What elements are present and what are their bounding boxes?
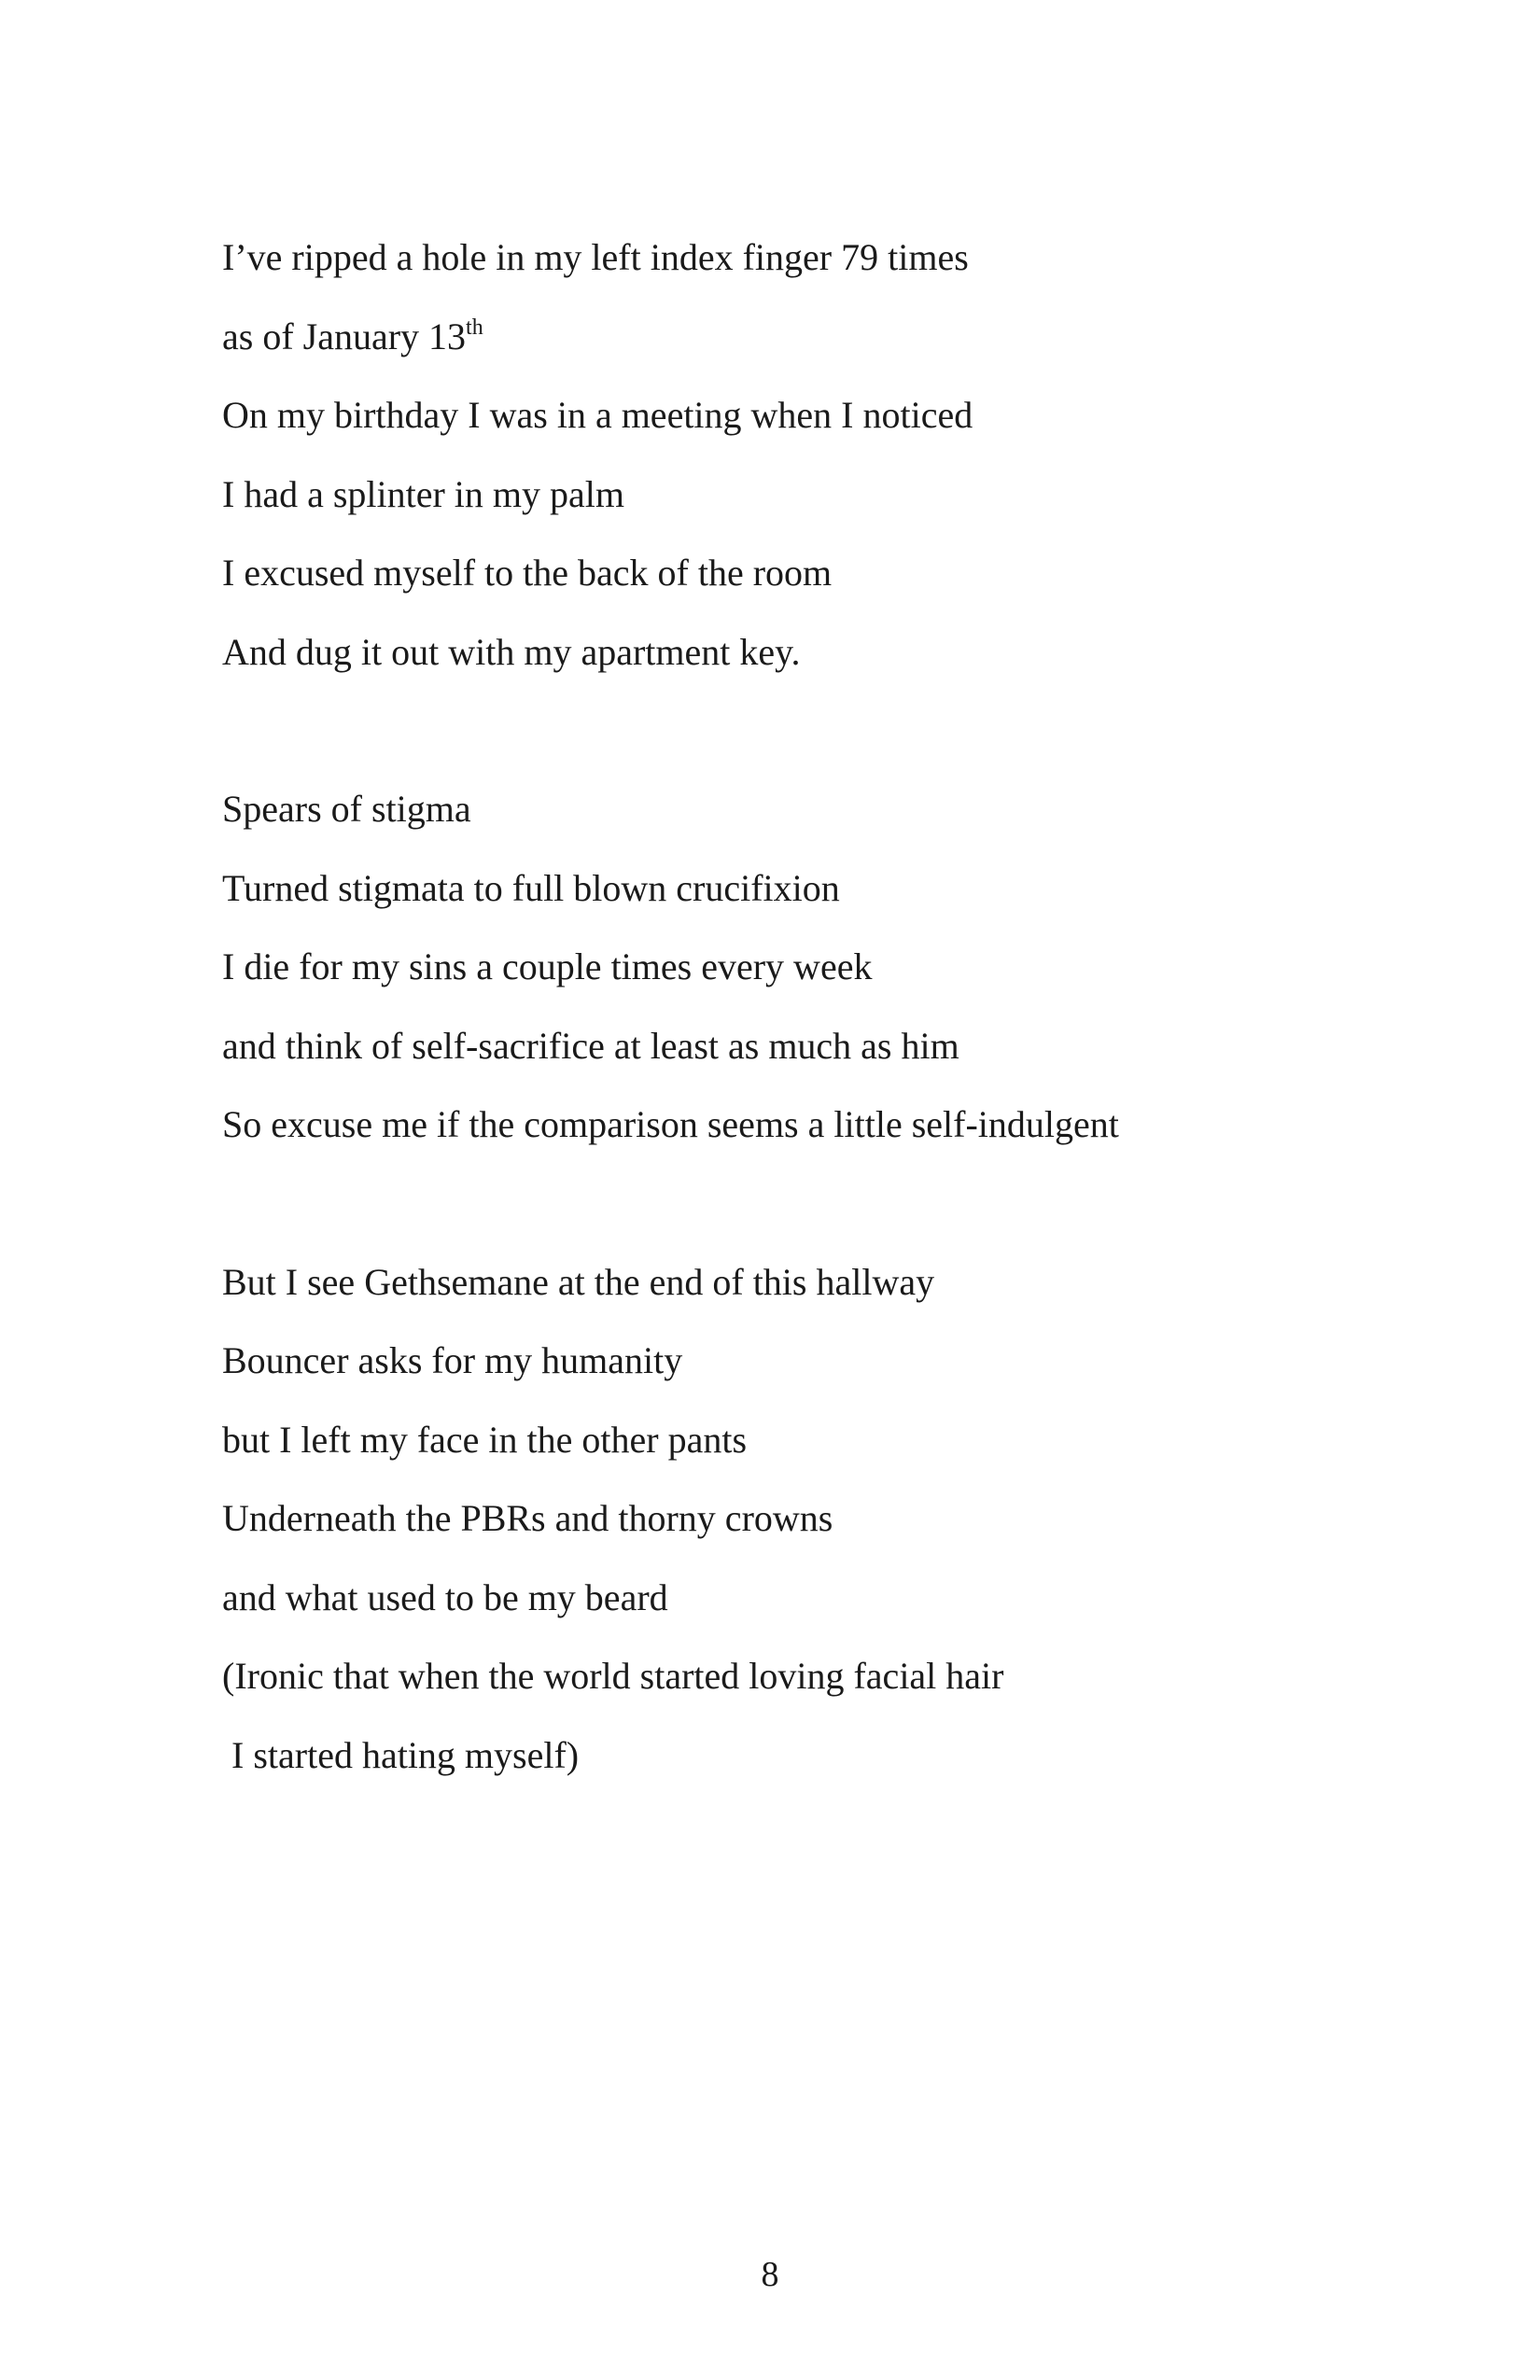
page-number: 8	[761, 2255, 779, 2294]
poem-line: And dug it out with my apartment key.	[222, 630, 801, 673]
poem-line: So excuse me if the comparison seems a little self-indulgent	[222, 1103, 1119, 1145]
ordinal-suffix: th	[466, 315, 483, 340]
poem-line: Spears of stigma	[222, 788, 471, 830]
poem-line	[222, 298, 1342, 377]
poem-line: But I see Gethsemane at the end of this hallway	[222, 1260, 935, 1303]
stanza-1	[222, 218, 1342, 692]
poem-line: and think of self-sacrifice at least as much as him	[222, 1024, 959, 1067]
poem-line: Bouncer asks for my humanity	[222, 1339, 683, 1381]
poem-line: On my birthday I was in a meeting when I noticed	[222, 394, 973, 436]
poem-line: Underneath the PBRs and thorny crowns	[222, 1497, 833, 1539]
poem-line: and what used to be my beard	[222, 1575, 668, 1618]
poem-line: but I left my face in the other pants	[222, 1418, 748, 1461]
poem-body	[222, 218, 1342, 1873]
poem-line-text: as of January 13	[222, 315, 467, 357]
poem-line: I’ve ripped a hole in my left index finger 79 times	[222, 236, 969, 278]
poem-line: Turned stigmata to full blown crucifixion	[222, 866, 840, 909]
stanza-3	[222, 1243, 1342, 1796]
poem-line: I die for my sins a couple times every week	[222, 945, 873, 987]
poem-line: I excused myself to the back of the room	[222, 552, 833, 594]
stanza-2	[222, 770, 1342, 1165]
poem-line: I started hating myself)	[222, 1733, 580, 1776]
poem-line: (Ironic that when the world started loving facial hair	[222, 1655, 1004, 1697]
poem-line: I had a splinter in my palm	[222, 472, 625, 515]
